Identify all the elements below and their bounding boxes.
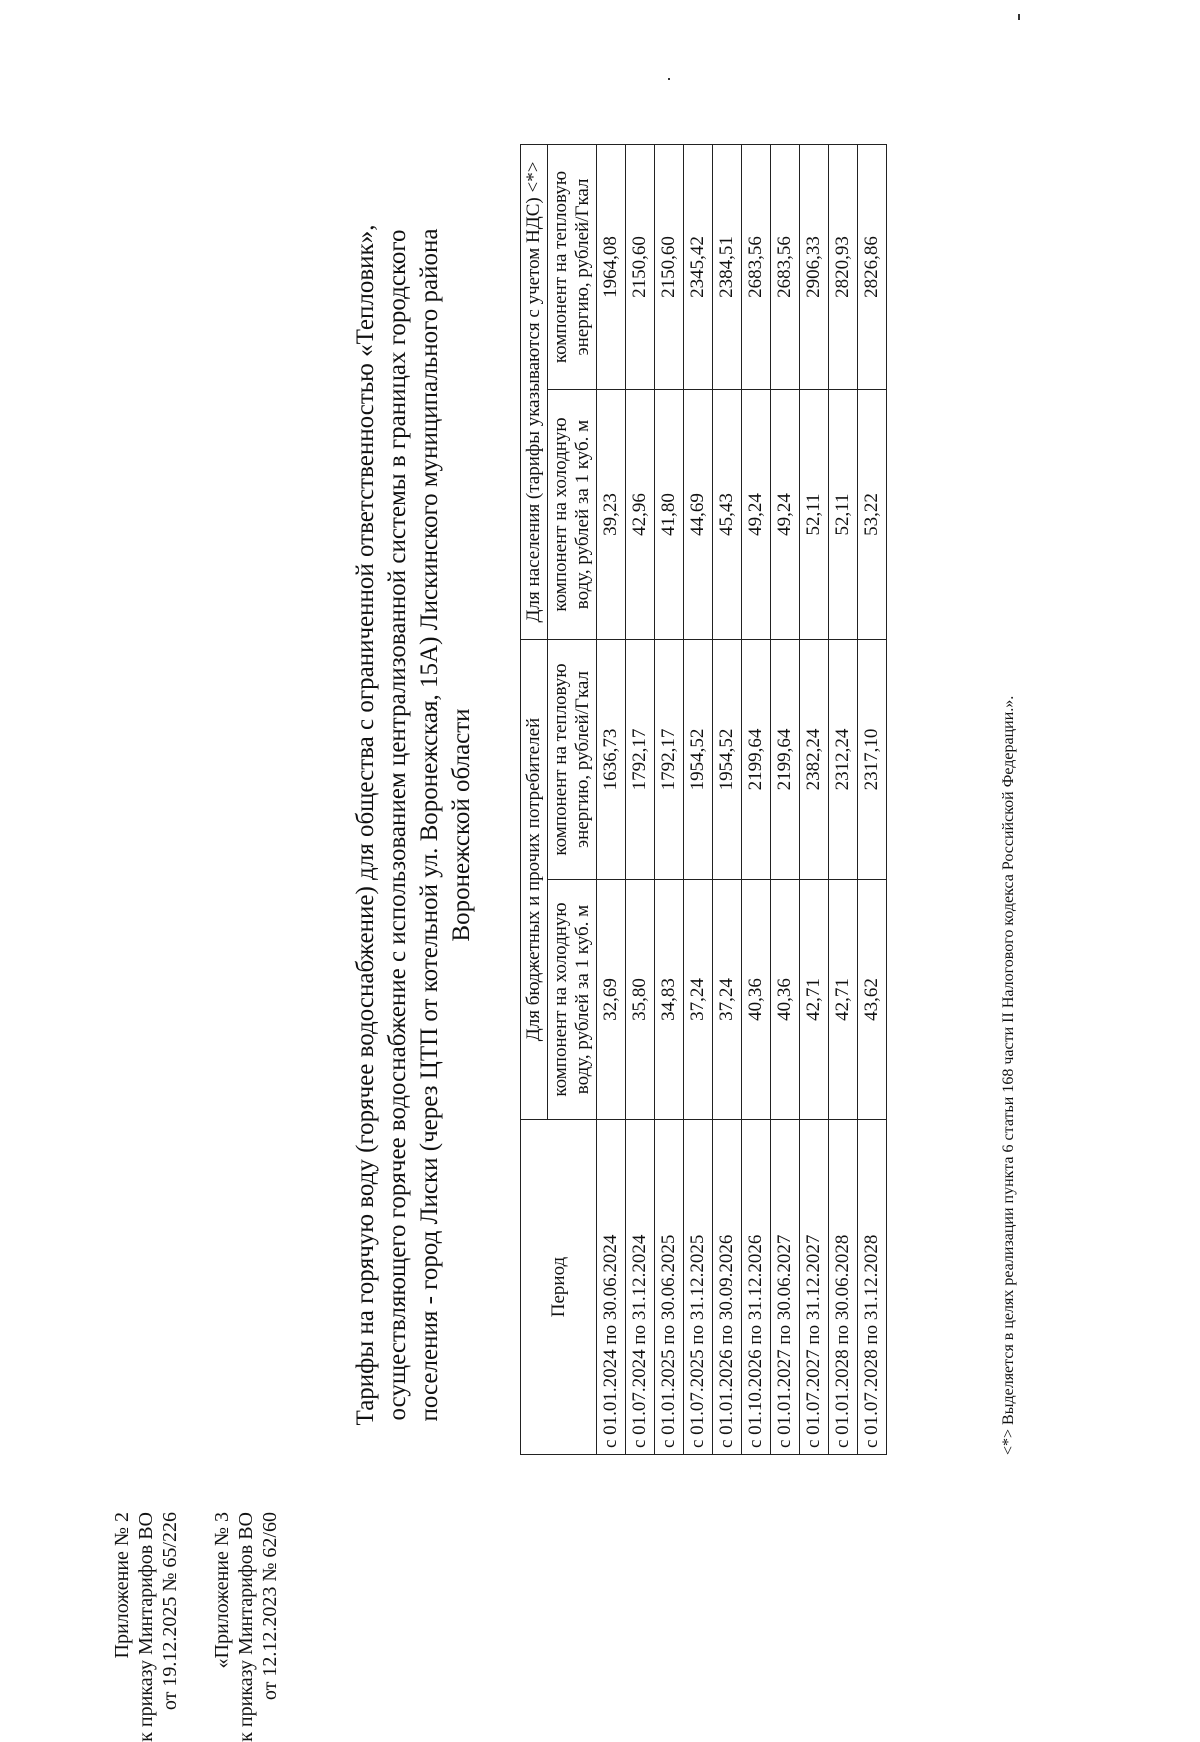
cell-budget-heat: 2317,10 [858,640,887,880]
cell-budget-heat: 2199,64 [771,640,800,880]
table-row [858,145,887,1455]
cell-period: с 01.01.2026 по 30.09.2026 [713,1120,742,1455]
cell-population-heat: 2150,60 [626,145,655,390]
cell-population-water: 52,11 [829,390,858,640]
header-population-water: компонент на холодную воду, рублей за 1 куб. м [548,390,597,640]
cell-budget-water: 37,24 [684,880,713,1120]
appendix-2-line-2: к приказу Минтарифов ВО [135,1512,157,1742]
header-budget-water: компонент на холодную воду, рублей за 1 куб. м [548,880,597,1120]
cell-budget-water: 34,83 [655,880,684,1120]
cell-budget-heat: 1636,73 [597,640,626,880]
scan-mark [668,78,670,80]
cell-population-heat: 1964,08 [597,145,626,390]
title-line-4: Воронежской области [448,708,475,942]
cell-population-heat: 2826,86 [858,145,887,390]
cell-budget-water: 32,69 [597,880,626,1120]
cell-budget-water: 42,71 [829,880,858,1120]
cell-population-water: 42,96 [626,390,655,640]
table-row [800,145,829,1455]
table-header-row-1 [521,145,548,1455]
header-period: Период [521,1120,597,1455]
document-title [350,175,478,1475]
cell-population-heat: 2820,93 [829,145,858,390]
tariff-table [520,144,887,1455]
cell-population-water: 52,11 [800,390,829,640]
cell-budget-heat: 1792,17 [655,640,684,880]
header-group-population: Для населения (тарифы указываются с учетом НДС) <*> [521,145,548,640]
appendix-3-line-3: от 12.12.2023 № 62/60 [259,1512,281,1701]
cell-population-water: 44,69 [684,390,713,640]
header-budget-heat: компонент на тепловую энергию, рублей/Гкал [548,640,597,880]
scan-mark [1018,14,1020,20]
cell-period: с 01.07.2028 по 31.12.2028 [858,1120,887,1455]
cell-budget-water: 43,62 [858,880,887,1120]
cell-period: с 01.01.2025 по 30.06.2025 [655,1120,684,1455]
cell-period: с 01.07.2024 по 31.12.2024 [626,1120,655,1455]
table-row [597,145,626,1455]
table-row [655,145,684,1455]
appendix-2-line-3: от 19.12.2025 № 65/226 [159,1512,181,1711]
cell-budget-heat: 1954,52 [684,640,713,880]
table-row [713,145,742,1455]
cell-population-heat: 2384,51 [713,145,742,390]
appendix-2-line-1: Приложение № 2 [111,1512,133,1659]
table-row [684,145,713,1455]
appendix-2-header [110,1512,182,1742]
cell-budget-water: 35,80 [626,880,655,1120]
title-line-3: поселения - город Лиски (через ЦТП от котельной ул. Воронежская, 15А) Лискинского муниципального района [416,228,443,1422]
cell-population-water: 53,22 [858,390,887,640]
cell-period: с 01.10.2026 по 31.12.2026 [742,1120,771,1455]
cell-budget-water: 37,24 [713,880,742,1120]
cell-population-heat: 2683,56 [742,145,771,390]
cell-period: с 01.07.2027 по 31.12.2027 [800,1120,829,1455]
cell-population-heat: 2683,56 [771,145,800,390]
table-row [771,145,800,1455]
title-line-2: осуществляющего горячее водоснабжение с использованием централизованной системы в границах городского [384,229,411,1421]
cell-budget-heat: 2382,24 [800,640,829,880]
appendix-3-line-2: к приказу Минтарифов ВО [235,1512,257,1742]
cell-budget-heat: 1954,52 [713,640,742,880]
cell-budget-heat: 1792,17 [626,640,655,880]
header-group-budget: Для бюджетных и прочих потребителей [521,640,548,1120]
cell-population-water: 49,24 [742,390,771,640]
cell-period: с 01.07.2025 по 31.12.2025 [684,1120,713,1455]
cell-population-water: 39,23 [597,390,626,640]
cell-budget-water: 42,71 [800,880,829,1120]
cell-population-heat: 2150,60 [655,145,684,390]
cell-period: с 01.01.2028 по 30.06.2028 [829,1120,858,1455]
title-line-1: Тарифы на горячую воду (горячее водоснабжение) для общества с ограниченной ответственностью «Тепловик», [352,224,379,1426]
appendix-3-header [210,1512,282,1742]
cell-population-water: 49,24 [771,390,800,640]
appendix-3-line-1: «Приложение № 3 [211,1512,233,1669]
cell-budget-heat: 2199,64 [742,640,771,880]
header-population-heat: компонент на тепловую энергию, рублей/Гкал [548,145,597,390]
footnote: <*> Выделяется в целях реализации пункта 6 статьи 168 части II Налогового кодекса Российской Федерации.». [1000,695,1017,1455]
cell-budget-heat: 2312,24 [829,640,858,880]
cell-population-heat: 2345,42 [684,145,713,390]
cell-population-water: 41,80 [655,390,684,640]
cell-population-water: 45,43 [713,390,742,640]
table-row [626,145,655,1455]
cell-budget-water: 40,36 [742,880,771,1120]
cell-period: с 01.01.2024 по 30.06.2024 [597,1120,626,1455]
table-row [742,145,771,1455]
cell-budget-water: 40,36 [771,880,800,1120]
cell-population-heat: 2906,33 [800,145,829,390]
cell-period: с 01.01.2027 по 30.06.2027 [771,1120,800,1455]
table-row [829,145,858,1455]
